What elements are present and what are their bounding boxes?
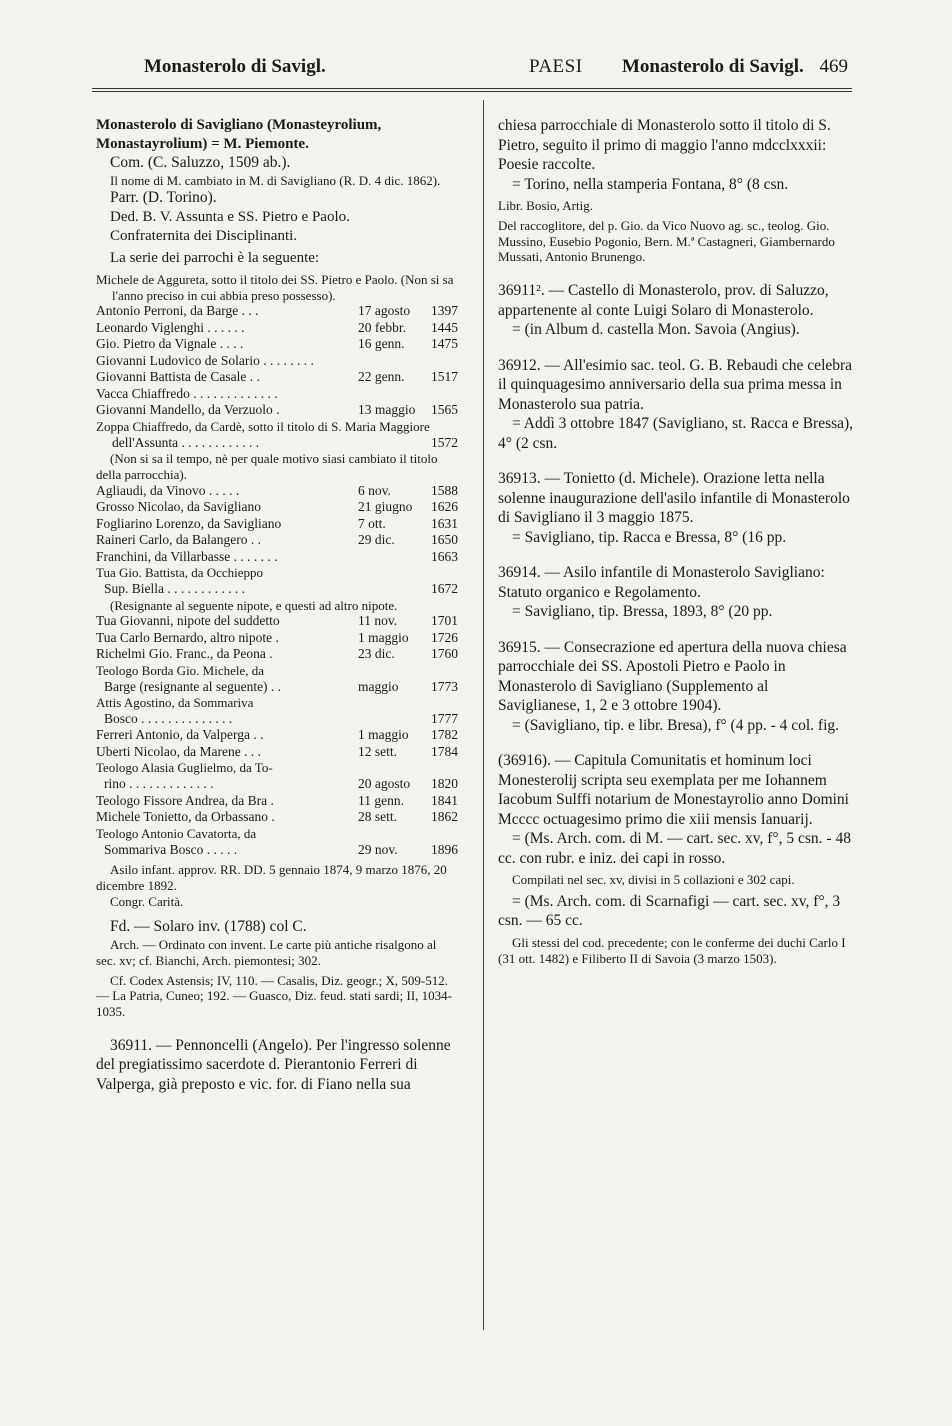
header-left: Monasterolo di Savigl.	[144, 56, 326, 77]
entry-36911: 36911. — Pennoncelli (Angelo). Per l'ingresso solenne del pregiatissimo sacerdote d. Pierantonio Ferreri di Valperga, già preposto e vic. for. di Fiano nella sua	[96, 1036, 451, 1093]
entry-continuation: chiesa parrocchiale di Monasterolo sotto il titolo di S. Pietro, seguito il primo di maggio l'anno mdcclxxxii: Poesie raccolte.	[498, 117, 831, 173]
priest-row: Tua Carlo Bernardo, altro nipote . 1 maggio 1726	[96, 629, 458, 645]
imprint: = Torino, nella stamperia Fontana, 8° (8 csn.	[512, 175, 789, 193]
header-center: PAESI	[529, 56, 583, 77]
library-note: Libr. Bosio, Artig.	[498, 198, 593, 213]
priest-alasia: Teologo Alasia Guglielmo, da To-	[96, 760, 273, 776]
entry-title: Monasterolo di Savigliano (Monasteyrolium, Monastayrolium) = M. Piemonte.	[96, 117, 382, 152]
priest-list-c	[96, 613, 458, 663]
priest-cavatorta: Teologo Antonio Cavatorta, da	[96, 825, 257, 841]
running-header	[92, 56, 852, 86]
entry-36912: 36912. — All'esimio sac. teol. G. B. Rebaudi che celebra il quinquagesimo anniversario della sua prima messa in Monasterolo sua patria.	[498, 356, 853, 413]
manuscript-note-2: = (Ms. Arch. com. di Scarnafigi — cart. sec. xv, f°, 3 csn. — 65 cc.	[498, 892, 841, 930]
header-rule-2	[92, 91, 852, 92]
imprint: = Savigliano, tip. Bressa, 1893, 8° (20 pp.	[512, 603, 773, 621]
priest-row: Grosso Nicolao, da Savigliano 21 giugno 1626	[96, 499, 458, 515]
priest-row: Uberti Nicolao, da Marene . . . 12 sett. 1784	[96, 743, 458, 759]
entry-36911-2: 36911². — Castello di Monasterolo, prov. di Saluzzo, appartenente al conte Luigi Solaro di Monasterolo.	[498, 282, 829, 319]
parish-priest-first: Michele de Aggureta, sotto il titolo dei SS. Pietro e Paolo. (Non si sa l'anno preciso in cui abbia preso possesso).	[96, 271, 454, 303]
imprint: = Savigliano, tip. Racca e Bressa, 8° (16 pp.	[512, 528, 787, 546]
dedication: Ded. B. V. Assunta e SS. Pietro e Paolo.	[110, 208, 350, 225]
manuscript-note: = (Ms. Arch. com. di M. — cart. sec. xv, f°, 5 csn. - 48 cc. con rubr. e iniz. dei capi in rosso.	[498, 830, 851, 867]
priest-row: Giovanni Battista de Casale . . 22 genn. 1517	[96, 369, 458, 385]
confraternity: Confraternita dei Disciplinanti.	[110, 227, 298, 244]
priest-row: Sup. Biella . . . . . . . . . . . . 1672	[104, 581, 458, 597]
imprint: = Addì 3 ottobre 1847 (Savigliano, st. Racca e Bressa), 4° (2 csn.	[498, 415, 854, 452]
confirmation-note: Gli stessi del cod. precedente; con le conferme dei duchi Carlo I (31 ott. 1482) e Filiberto II di Savoia (3 marzo 1503).	[498, 934, 846, 966]
priest-attis: Attis Agostino, da Sommariva	[96, 695, 254, 711]
archivio: Arch. — Ordinato con invent. Le carte più antiche risalgono al sec. xv; cf. Bianchi, Arch. piemontesi; 302.	[96, 936, 437, 968]
series-intro: La serie dei parrochi è la seguente:	[110, 250, 320, 267]
entry-36913: 36913. — Tonietto (d. Michele). Orazione letta nella solenne inaugurazione dell'asilo infantile di Monasterolo di Savigliano il 3 maggio 1875.	[498, 470, 850, 527]
asilo-note: Asilo infant. approv. RR. DD. 5 gennaio 1874, 9 marzo 1876, 20 dicembre 1892.	[96, 862, 447, 893]
priest-note: (Non si sa il tempo, nè per quale motivo siasi cambiato il titolo della parrocchia).	[96, 451, 438, 482]
imprint: = (Savigliano, tip. e libr. Bresa), f° (4 pp. - 4 col. fig.	[512, 716, 840, 734]
entry-36916: (36916). — Capitula Comunitatis et hominum loci Monesterolij scripta seu exemplata per me Iohannem Iacobum Sulffi notarium de Monestayrolio anno Domini Mcccc octuagesimo primo die xiii mensis Ianuarij.	[498, 752, 849, 828]
priest-row: Agliaudi, da Vinovo . . . . . 6 nov. 1588	[96, 482, 458, 498]
priest-row: dell'Assunta . . . . . . . . . . . . 1572	[112, 434, 458, 450]
header-right: Monasterolo di Savigl.	[622, 56, 804, 77]
priest-row: Giovanni Mandello, da Verzuolo . 13 maggio 1565	[96, 402, 458, 418]
priest-row: Teologo Fissore Andrea, da Bra . 11 genn. 1841	[96, 792, 458, 808]
comune-info: Com. (C. Saluzzo, 1509 ab.).	[110, 154, 291, 172]
fondo: Fd. — Solaro inv. (1788) col C.	[110, 918, 307, 936]
priest-borda: Teologo Borda Gio. Michele, da	[96, 662, 265, 678]
priest-list-e	[96, 793, 458, 826]
priest-list-d	[96, 727, 458, 760]
priest-zoppa: Zoppa Chiaffredo, da Cardè, sotto il titolo di S. Maria Maggiore	[96, 418, 430, 434]
compilation-note: Compilati nel sec. xv, divisi in 5 collazioni e 302 capi.	[512, 872, 795, 888]
priest-list-b	[96, 483, 458, 566]
priest-row: Sommariva Bosco . . . . . 29 nov. 1896	[104, 841, 458, 857]
priest-tua: Tua Gio. Battista, da Occhieppo	[96, 565, 264, 581]
left-column	[96, 116, 458, 1094]
priest-row: Antonio Perroni, da Barge . . . 17 agosto 1397	[96, 303, 458, 319]
page-number: 469	[819, 56, 848, 77]
priest-row: Michele Tonietto, da Orbassano . 28 sett. 1862	[96, 809, 458, 825]
authors-note: Del raccoglitore, del p. Gio. da Vico Nuovo ag. sc., teolog. Gio. Mussino, Eusebio Pogonio, Bern. M.ª Castagneri, Giambernardo Mussati, Antonio Brunengo.	[498, 217, 835, 265]
entry-36915: 36915. — Consecrazione ed apertura della nuova chiesa parrocchiale dei SS. Apostoli Pietro e Paolo in Monasterolo di Savigliano (Supplemento al Saviglianese, 1, 2 e 3 ottobre 1904).	[498, 638, 847, 715]
entry-36914: 36914. — Asilo infantile di Monasterolo Savigliano: Statuto organico e Regolamento.	[498, 564, 825, 601]
priest-row: Franchini, da Villarbasse . . . . . . . 1663	[96, 548, 458, 564]
priest-row: Raineri Carlo, da Balangero . . 29 dic. 1650	[96, 532, 458, 548]
priest-row: Richelmi Gio. Franc., da Peona . 23 dic. 1760	[96, 646, 458, 662]
priest-row: Tua Giovanni, nipote del suddetto 11 nov. 1701	[96, 613, 458, 629]
congregazione: Congr. Carità.	[110, 893, 184, 909]
priest-row: Barge (resignante al seguente) . . maggio 1773	[104, 678, 458, 694]
header-rule	[92, 88, 852, 89]
priest-row: Ferreri Antonio, da Valperga . . 1 maggio 1782	[96, 727, 458, 743]
priest-row: rino . . . . . . . . . . . . . 20 agosto 1820	[104, 776, 458, 792]
priest-row: Vacca Chiaffredo . . . . . . . . . . . . .	[96, 385, 278, 401]
priest-row: Bosco . . . . . . . . . . . . . . 1777	[104, 710, 458, 726]
priest-row: Leonardo Viglenghi . . . . . . 20 febbr. 1445	[96, 319, 458, 335]
column-divider	[483, 100, 484, 1330]
right-column	[498, 116, 854, 967]
references: Cf. Codex Astensis; IV, 110. — Casalis, Diz. geogr.; X, 509-512. — La Patria, Cuneo; 192. — Guasco, Diz. feud. stati sardi; II, 1034-1035.	[96, 972, 452, 1020]
priest-row: Fogliarino Lorenzo, da Savigliano 7 ott. 1631	[96, 515, 458, 531]
priest-list-a	[96, 303, 458, 419]
priest-row: Giovanni Ludovico de Solario . . . . . . . .	[96, 352, 314, 368]
priest-row: Gio. Pietro da Vignale . . . . 16 genn. 1475	[96, 336, 458, 352]
parrocchia: Parr. (D. Torino).	[110, 189, 217, 207]
priest-note: (Resignante al seguente nipote, e questi ad altro nipote.	[110, 597, 398, 613]
name-change-note: Il nome di M. cambiato in M. di Savigliano (R. D. 4 dic. 1862).	[110, 172, 441, 188]
imprint: = (in Album d. castella Mon. Savoia (Angius).	[512, 321, 800, 339]
